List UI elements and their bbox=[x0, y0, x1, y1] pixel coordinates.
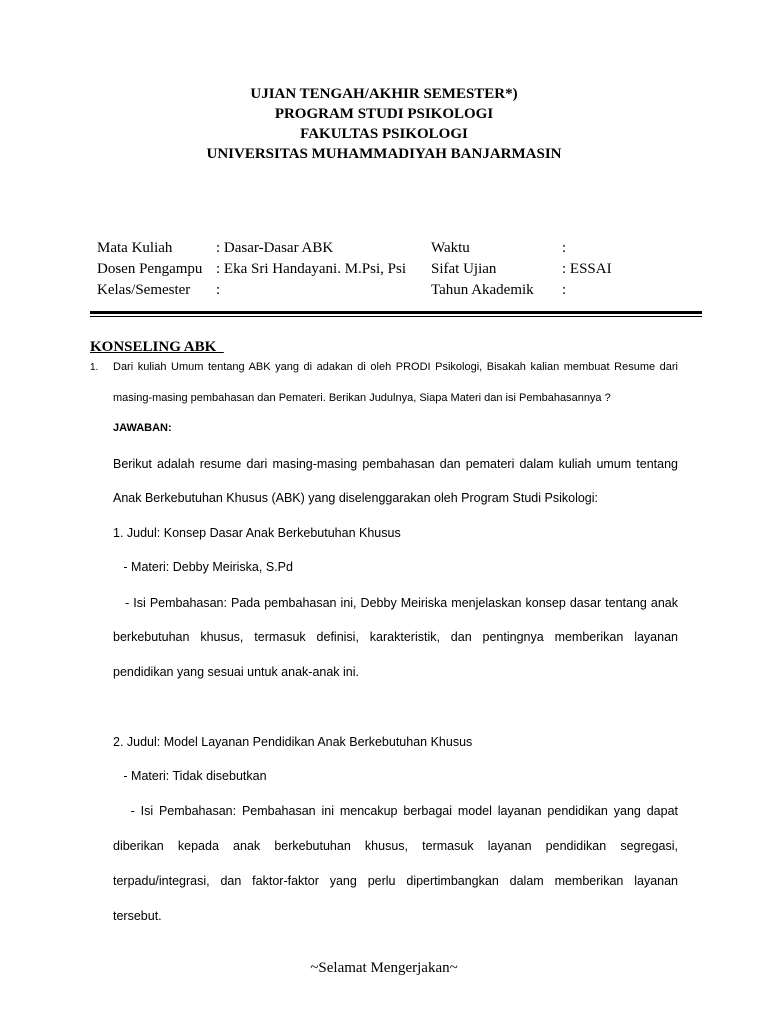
item1-materi: - Materi: Debby Meiriska, S.Pd bbox=[113, 560, 293, 574]
exam-info-table bbox=[97, 238, 657, 301]
header-divider-thin bbox=[90, 316, 702, 317]
header-university: UNIVERSITAS MUHAMMADIYAH BANJARMASIN bbox=[206, 146, 562, 162]
dosen-value: : Eka Sri Handayani. M.Psi, Psi bbox=[216, 261, 406, 277]
footer-closing: ~Selamat Mengerjakan~ bbox=[310, 960, 458, 976]
item2-materi: - Materi: Tidak disebutkan bbox=[113, 769, 267, 783]
question-text-line1: Dari kuliah Umum tentang ABK yang di adakan di oleh PRODI Psikologi, Bisakah kalian membuat Resume dari bbox=[113, 361, 678, 373]
item2-isi-line2: diberikan kepada anak berkebutuhan khusus, termasuk layanan pendidikan segregasi, bbox=[113, 839, 678, 853]
item2-isi-line1: - Isi Pembahasan: Pembahasan ini mencakup berbagai model layanan pendidikan yang dapat bbox=[113, 804, 678, 818]
info-row-dosen bbox=[97, 259, 657, 280]
info-row-mata-kuliah bbox=[97, 238, 657, 259]
answer-intro-line2: Anak Berkebutuhan Khusus (ABK) yang diselenggarakan oleh Program Studi Psikologi: bbox=[113, 491, 599, 505]
question-text-line2: masing-masing pembahasan dan Pemateri. Berikan Judulnya, Siapa Materi dan isi Pembahasannya ? bbox=[113, 392, 611, 404]
header-faculty: FAKULTAS PSIKOLOGI bbox=[300, 126, 468, 142]
section-title: KONSELING ABK bbox=[90, 339, 224, 355]
answer-label: JAWABAN: bbox=[113, 422, 172, 434]
item2-title: 2. Judul: Model Layanan Pendidikan Anak Berkebutuhan Khusus bbox=[113, 735, 473, 749]
item1-isi-line1: - Isi Pembahasan: Pada pembahasan ini, Debby Meiriska menjelaskan konsep dasar tentang anak bbox=[113, 596, 678, 610]
item1-isi-line3: pendidikan yang sesuai untuk anak-anak ini. bbox=[113, 665, 360, 679]
kelas-value: : bbox=[216, 282, 221, 298]
item2-isi-line3: terpadu/integrasi, dan faktor-faktor yang perlu dipertimbangkan dalam memberikan layanan bbox=[113, 874, 678, 888]
mata-kuliah-value: : Dasar-Dasar ABK bbox=[216, 240, 334, 256]
answer-intro-line1: Berikut adalah resume dari masing-masing pembahasan dan pemateri dalam kuliah umum tentang bbox=[113, 457, 678, 471]
tahun-akademik-label: Tahun Akademik bbox=[431, 282, 534, 298]
item1-isi-line2: berkebutuhan khusus, termasuk definisi, karakteristik, dan pentingnya memberikan layanan bbox=[113, 630, 678, 644]
header-divider-thick bbox=[90, 311, 702, 314]
question-number: 1. bbox=[90, 362, 99, 373]
document-header bbox=[0, 84, 768, 164]
tahun-akademik-value: : bbox=[562, 282, 567, 298]
info-row-kelas bbox=[97, 280, 657, 301]
waktu-label: Waktu bbox=[431, 240, 470, 256]
mata-kuliah-label: Mata Kuliah bbox=[97, 240, 173, 256]
sifat-ujian-label: Sifat Ujian bbox=[431, 261, 497, 277]
kelas-label: Kelas/Semester bbox=[97, 282, 191, 298]
header-exam-title: UJIAN TENGAH/AKHIR SEMESTER*) bbox=[250, 86, 518, 102]
dosen-label: Dosen Pengampu bbox=[97, 261, 203, 277]
sifat-ujian-value: : ESSAI bbox=[562, 261, 612, 277]
header-program: PROGRAM STUDI PSIKOLOGI bbox=[274, 106, 494, 122]
waktu-value: : bbox=[562, 240, 567, 256]
item1-title: 1. Judul: Konsep Dasar Anak Berkebutuhan Khusus bbox=[113, 526, 401, 540]
item2-isi-line4: tersebut. bbox=[113, 909, 162, 923]
